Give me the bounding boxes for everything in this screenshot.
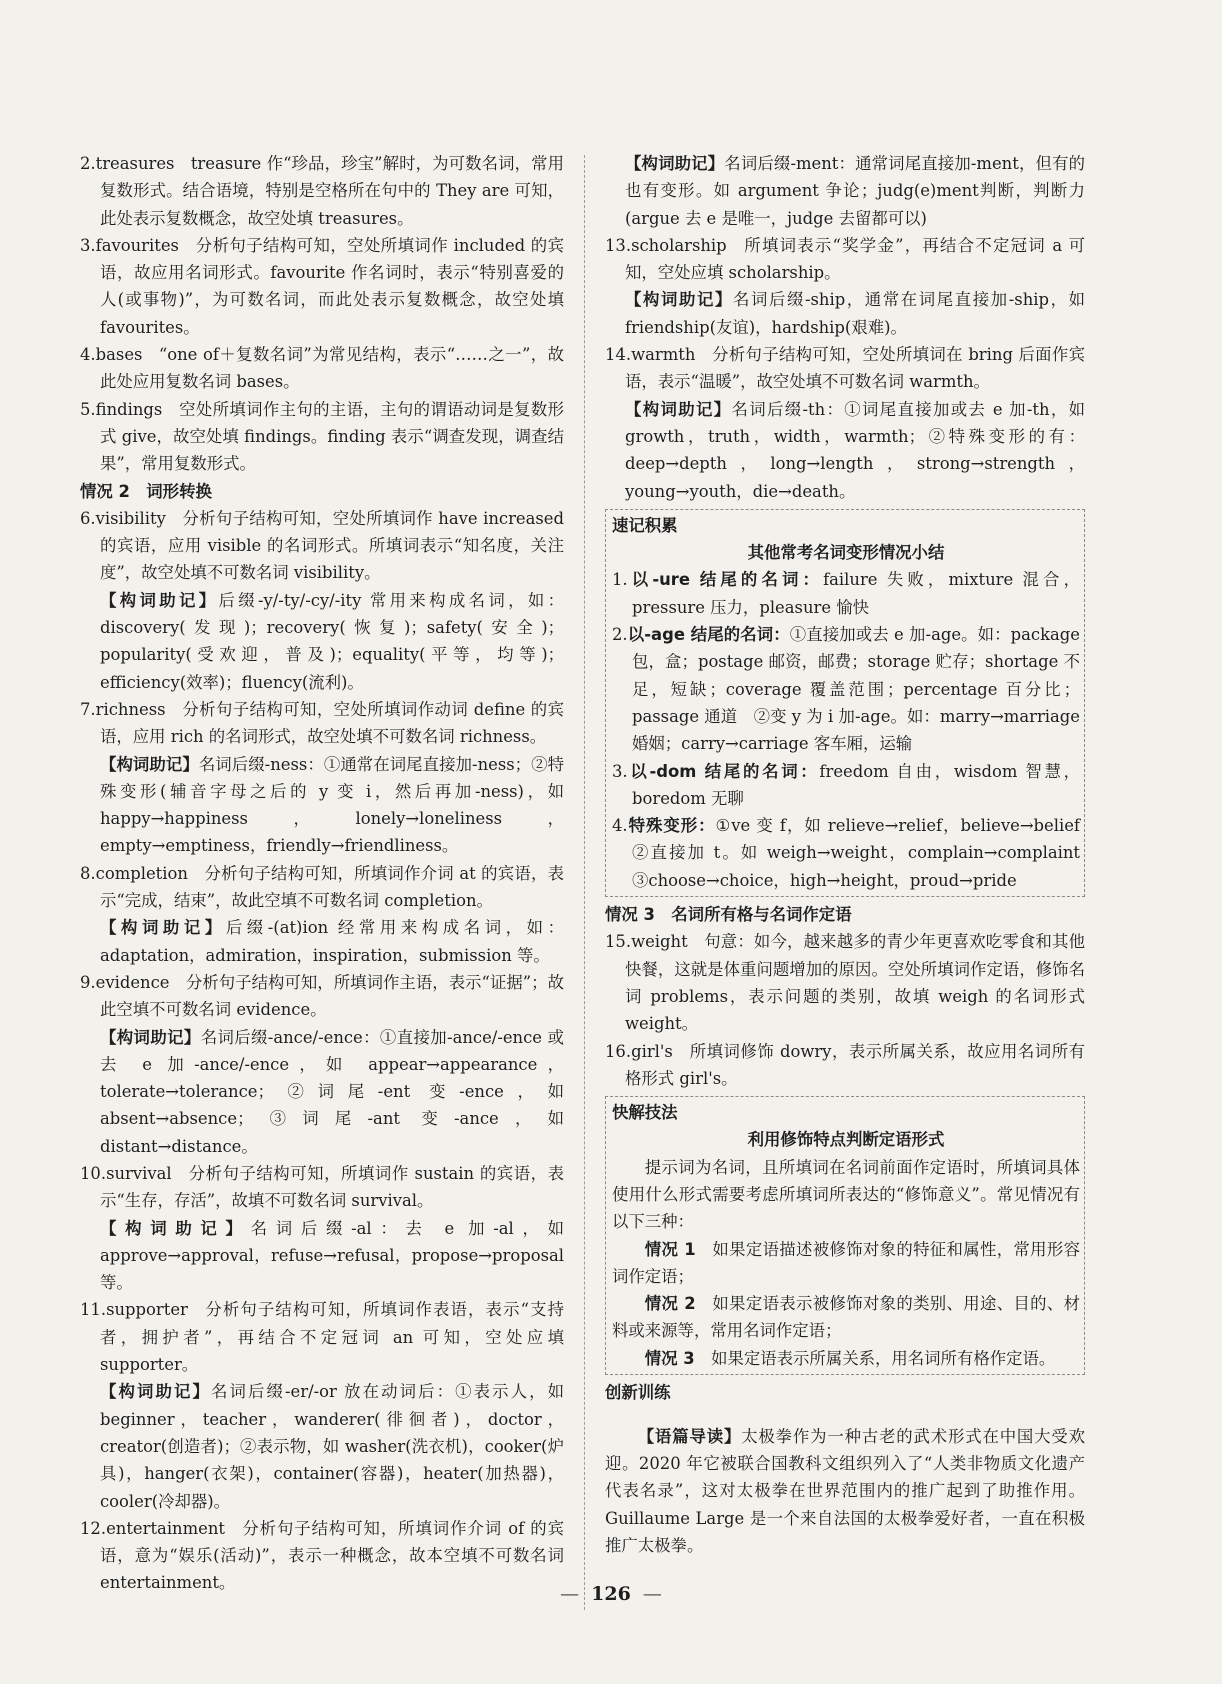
- item-number: 13.: [605, 235, 632, 255]
- item-number: 16.: [605, 1041, 632, 1061]
- memo-box: [605, 509, 1097, 897]
- memo-item-number: 2.: [612, 625, 628, 645]
- page-dash-right: —: [642, 1583, 662, 1605]
- item-number: 9.: [80, 972, 96, 992]
- memo-item-heading: 特殊变形：: [627, 816, 716, 836]
- answer-item: [80, 1160, 564, 1215]
- technique-case: [612, 1345, 1080, 1372]
- item-number: 12.: [80, 1518, 107, 1538]
- page-dash-left: —: [560, 1583, 580, 1605]
- tip-note: [605, 286, 1085, 341]
- tip-text: 名词后缀-ness：①通常在词尾直接加-ness；②特殊变形(辅音字母之后的 y 变 i，然后再加-ness)，如 happy→happiness，lonely→loneliness，empty→emptiness，friendly→friendliness。: [100, 754, 565, 856]
- item-number: 4.: [80, 345, 96, 365]
- tip-text: 名词后缀-ance/-ence：①直接加-ance/-ence 或去 e 加-ance/-ence，如 appear→appearance，tolerate→tolerance；②词尾-ent 变-ence，如 absent→absence；③词尾-ant 变-ance，如 distant→distance。: [100, 1027, 564, 1156]
- item-number: 3.: [80, 235, 96, 255]
- answer-word: weight: [631, 932, 688, 952]
- answer-word: favourites: [95, 235, 179, 255]
- answer-item: [80, 1296, 564, 1378]
- explanation: “one of＋复数名词”为常见结构，表示“……之一”，故此处应用复数名词 bases。: [100, 345, 564, 392]
- memo-item-number: 4.: [612, 816, 628, 836]
- answer-item: [80, 341, 564, 396]
- memo-item-heading: 以-dom 结尾的名词：: [627, 761, 820, 781]
- left-items-b: [80, 505, 564, 1597]
- answer-item: [80, 696, 564, 751]
- tip-label: 【构词助记】: [625, 154, 725, 173]
- item-number: 8.: [80, 863, 96, 883]
- answer-item: [80, 860, 564, 915]
- technique-box-cases: [612, 1236, 1080, 1372]
- tip-note: [80, 914, 564, 969]
- tip-text: 后缀-(at)ion 经常用来构成名词，如：adaptation，admiration，inspiration，submission 等。: [100, 918, 565, 965]
- item-number: 10.: [80, 1163, 107, 1183]
- explanation: 句意：如今，越来越多的青少年更喜欢吃零食和其他快餐，这就是体重问题增加的原因。空处所填词作定语，修饰名词 problems，表示问题的类别，故填 weigh 的名词形式 weight。: [625, 932, 1085, 1034]
- explanation: 分析句子结构可知，所填词作表语，表示“支持者，拥护者”，再结合不定冠词 an 可知，空处应填 supporter。: [100, 1300, 564, 1375]
- technique-box-intro: 提示词为名词，且所填词在名词前面作定语时，所填词具体使用什么形式需要考虑所填词所表达的“修饰意义”。常见情况有以下三种：: [612, 1157, 1080, 1232]
- section-heading-3: 情况 3 名词所有格与名词作定语: [605, 905, 852, 925]
- explanation: 所填词修饰 dowry，表示所属关系，故应用名词所有格形式 girl's。: [625, 1041, 1085, 1088]
- tip-text: 名词后缀-ship，通常在词尾直接加-ship，如 friendship(友谊)，hardship(艰难)。: [625, 290, 1086, 337]
- answer-item: [605, 232, 1085, 287]
- answer-word: richness: [95, 699, 166, 719]
- answer-item: [80, 150, 564, 232]
- tip-label: 【构词助记】: [100, 918, 226, 938]
- explanation: 分析句子结构可知，空处所填词在 bring 后面作宾语，表示“温暖”，故空处填不可数名词 warmth。: [625, 345, 1085, 392]
- tip-note: [605, 396, 1085, 505]
- answer-item: [605, 341, 1085, 396]
- answer-item: [80, 505, 564, 587]
- tip-text: 名词后缀-al：去 e 加-al，如 approve→approval，refuse→refusal，propose→proposal 等。: [100, 1218, 565, 1293]
- answer-word: visibility: [95, 508, 166, 528]
- guide-text: 太极拳作为一种古老的武术形式在中国大受欢迎。2020 年它被联合国教科文组织列入了“人类非物质文化遗产代表名录”，这对太极拳在世界范围内的推广起到了助推作用。Guillaume Large 是一个来自法国的太极拳爱好者，一直在积极推广太极拳。: [605, 1426, 1086, 1555]
- page-number-value: 126: [591, 1583, 631, 1605]
- item-number: 7.: [80, 699, 96, 719]
- memo-item: [612, 621, 1080, 757]
- tip-label: 【构词助记】: [625, 399, 732, 419]
- answer-item: [80, 396, 564, 478]
- case-text: 如果定语表示被修饰对象的类别、用途、目的、材料或来源等，常用名词作定语；: [612, 1294, 1080, 1341]
- answer-item: [605, 1038, 1085, 1093]
- memo-item-heading: 以-ure 结尾的名词：: [627, 570, 824, 590]
- right-items-b: [605, 928, 1085, 1092]
- explanation: 所填词表示“奖学金”，再结合不定冠词 a 可知，空处应填 scholarship。: [625, 235, 1085, 283]
- answer-word: treasures: [95, 154, 175, 173]
- guide-label: 【语篇导读】: [637, 1426, 742, 1446]
- tip-note-12: [605, 150, 1085, 232]
- memo-item-number: 1.: [612, 570, 628, 590]
- explanation: 空处所填词作主句的主语，主句的谓语动词是复数形式 give，故空处填 findings。finding 表示“调查发现，调查结果”，常用复数形式。: [100, 399, 564, 474]
- item-number: 11.: [80, 1300, 107, 1320]
- answer-word: scholarship: [631, 235, 727, 255]
- memo-item: [612, 566, 1080, 621]
- answer-word: findings: [95, 399, 163, 419]
- answer-word: entertainment: [106, 1518, 225, 1538]
- technique-box-title: 快解技法: [612, 1103, 678, 1123]
- answer-item: [80, 969, 564, 1024]
- reading-guide: [605, 1423, 1085, 1559]
- explanation: 分析句子结构可知，所填词作介词 at 的宾语，表示“完成，结束”，故此空填不可数名词 completion。: [100, 863, 564, 911]
- left-items-a: [80, 150, 564, 478]
- memo-item: [612, 758, 1080, 813]
- tip-label: 【构词助记】: [100, 590, 219, 610]
- case-text: 如果定语表示所属关系，用名词所有格作定语。: [711, 1348, 1056, 1368]
- memo-box-title: 速记积累: [612, 515, 678, 535]
- memo-item-heading: 以-age 结尾的名词：: [627, 625, 790, 645]
- answer-word: bases: [95, 345, 143, 365]
- memo-item-text: ①ve 变 f，如 relieve→relief，believe→belief ②直接加 t。如 weigh→weight，complain→complaint ③choose→choice，high→height，proud→pride: [632, 816, 1097, 890]
- technique-case: [612, 1236, 1080, 1291]
- explanation: 分析句子结构可知，空处所填词作 have increased 的宾语，应用 visible 的名词形式。所填词表示“知名度，关注度”，故空处填不可数名词 visibility。: [100, 508, 564, 583]
- tip-text: 名词后缀-th：①词尾直接加或去 e 加-th，如 growth，truth，width，warmth；②特殊变形的有：deep→depth，long→length，strong→strength，young→youth，die→death。: [625, 399, 1086, 501]
- case-text: 如果定语描述被修饰对象的特征和属性，常用形容词作定语；: [612, 1239, 1080, 1286]
- memo-item-text: ①直接加或去 e 加-age。如：package 包，盒；postage 邮资，邮费；storage 贮存；shortage 不足，短缺；coverage 覆盖范围；percentage 百分比；passage 通道 ②变 y 为 i 加-age。如：marry→marriage 婚姻；carry→carriage 客车厢，运输: [632, 625, 1080, 754]
- item-number: 5.: [80, 399, 96, 419]
- section-heading-4: 创新训练: [605, 1383, 671, 1403]
- section-heading-2: 情况 2 词形转换: [80, 481, 212, 501]
- answer-word: supporter: [106, 1300, 188, 1320]
- case-heading: 情况 3: [644, 1348, 695, 1368]
- item-number: 2.: [80, 154, 96, 173]
- page-number: [0, 1583, 1222, 1605]
- left-column: [80, 150, 564, 1597]
- tip-label: 【构词助记】: [100, 754, 199, 774]
- answer-word: completion: [95, 863, 188, 883]
- memo-item-number: 3.: [612, 761, 628, 781]
- memo-box-subtitle: 其他常考名词变形情况小结: [747, 543, 945, 563]
- tip-text: 名词后缀-er/-or 放在动词后：①表示人，如 beginner，teacher，wanderer(徘徊者)，doctor，creator(创造者)；②表示物，如 washer(洗衣机)，cooker(炉具)，hanger(衣架)，container(容器)，heater(加热器)，cooler(冷却器)。: [100, 1382, 565, 1511]
- tip-label: 【构词助记】: [100, 1218, 251, 1238]
- tip-note: [80, 751, 564, 860]
- technique-box: [605, 1096, 1085, 1375]
- answer-item: [605, 928, 1085, 1037]
- explanation: 分析句子结构可知，所填词作主语，表示“证据”；故此空填不可数名词 evidence。: [100, 972, 564, 1020]
- memo-box-list: [612, 566, 1097, 894]
- technique-case: [612, 1290, 1080, 1345]
- tip-text: 名词后缀-ment：通常词尾直接加-ment，但有的也有变形。如 argument 争论；judg(e)ment判断，判断力(argue 去 e 是唯一，judge 去留都可以): [625, 154, 1085, 228]
- tip-label: 【构词助记】: [100, 1027, 201, 1047]
- tip-label: 【构词助记】: [100, 1382, 211, 1402]
- tip-note: [80, 1024, 564, 1160]
- tip-label: 【构词助记】: [625, 290, 733, 310]
- tip-text: 后缀-y/-ty/-cy/-ity 常用来构成名词，如：discovery(发现)；recovery(恢复)；safety(安全)；popularity(受欢迎，普及)；equality(平等，均等)；efficiency(效率)；fluency(流利)。: [100, 590, 564, 692]
- item-number: 14.: [605, 345, 632, 365]
- answer-word: evidence: [95, 972, 170, 992]
- right-column: [605, 150, 1097, 1576]
- case-heading: 情况 1: [644, 1239, 696, 1259]
- case-heading: 情况 2: [644, 1294, 696, 1314]
- explanation: 分析句子结构可知，空处所填词作 included 的宾语，故应用名词形式。favourite 作名词时，表示“特别喜爱的人(或事物)”，为可数名词，而此处表示复数概念，故空处填 favourites。: [100, 235, 564, 337]
- memo-item-text: failure 失败，mixture 混合，pressure 压力，pleasure 愉快: [632, 570, 1080, 617]
- explanation: treasure 作“珍品，珍宝”解时，为可数名词，常用复数形式。结合语境，特别是空格所在句中的 They are 可知，此处表示复数概念，故空处填 treasures。: [100, 154, 564, 228]
- answer-word: survival: [106, 1163, 172, 1183]
- answer-word: girl's: [631, 1041, 673, 1061]
- item-number: 6.: [80, 508, 96, 528]
- tip-note: [80, 1378, 564, 1514]
- right-items-a: [605, 232, 1085, 505]
- memo-item: [612, 812, 1097, 894]
- explanation: 分析句子结构可知，空处所填词作动词 define 的宾语，应用 rich 的名词形式，故空处填不可数名词 richness。: [100, 699, 564, 747]
- item-number: 15.: [605, 932, 632, 952]
- memo-item-text: freedom 自由，wisdom 智慧，boredom 无聊: [632, 761, 1080, 808]
- explanation: 分析句子结构可知，所填词作 sustain 的宾语，表示“生存，存活”，故填不可数名词 survival。: [100, 1163, 564, 1211]
- column-divider: [584, 155, 585, 1610]
- tip-note: [80, 587, 564, 696]
- tip-note: [80, 1215, 564, 1297]
- technique-box-subtitle: 利用修饰特点判断定语形式: [747, 1130, 945, 1150]
- explanation: 分析句子结构可知，所填词作介词 of 的宾语，意为“娱乐(活动)”，表示一种概念，故本空填不可数名词 entertainment。: [100, 1518, 564, 1593]
- answer-word: warmth: [631, 345, 696, 365]
- answer-item: [80, 232, 564, 341]
